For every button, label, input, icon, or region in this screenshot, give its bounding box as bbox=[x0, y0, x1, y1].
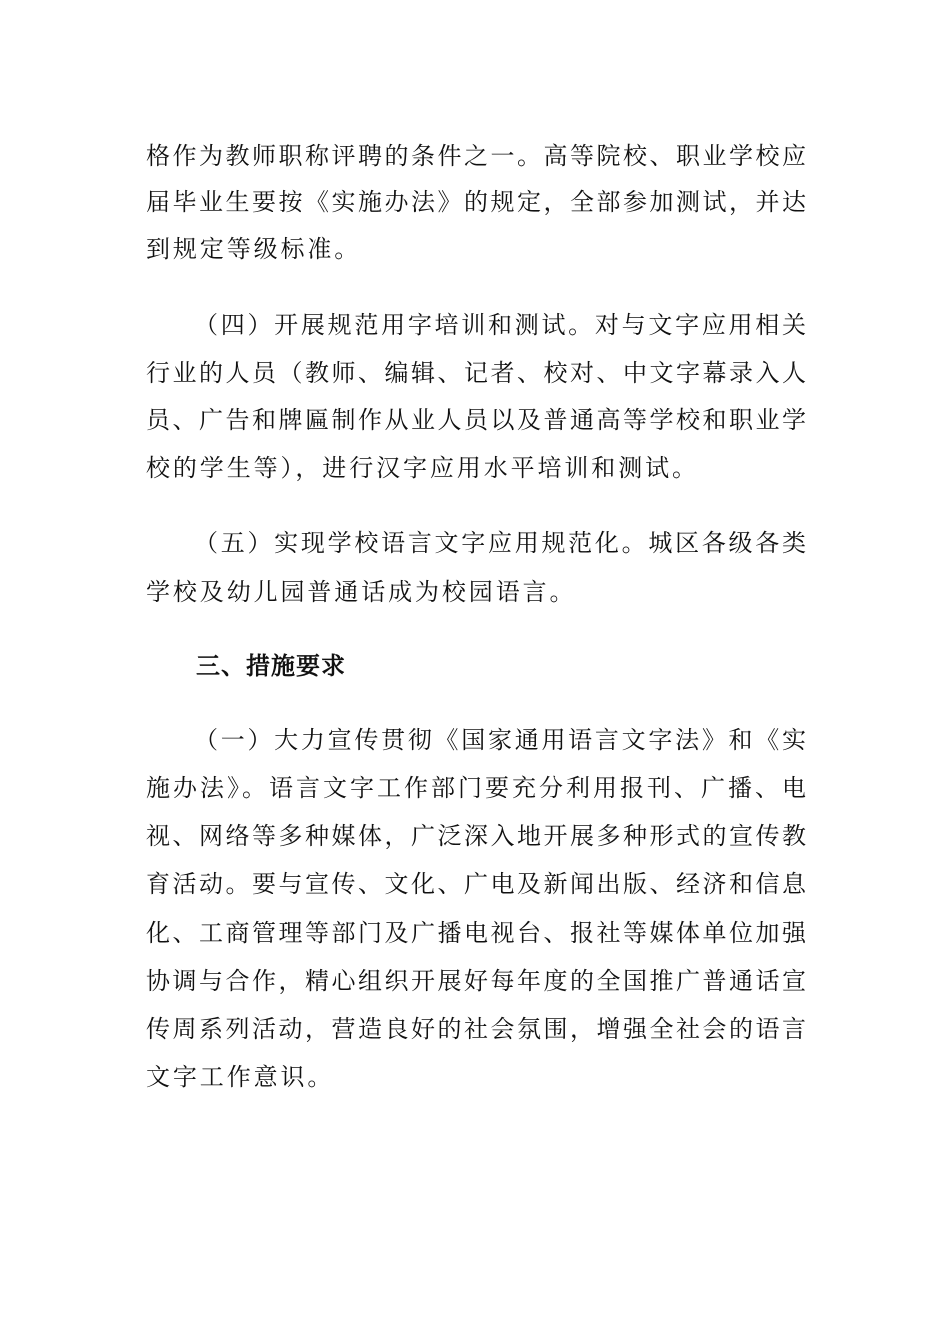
text-line: 传周系列活动，营造良好的社会氛围，增强全社会的语言 bbox=[146, 1015, 806, 1043]
section-heading: 三、措施要求 bbox=[196, 652, 346, 680]
text-line: （五）实现学校语言文字应用规范化。城区各级各类 bbox=[194, 529, 806, 557]
text-line: 学校及幼儿园普通话成为校园语言。 bbox=[146, 578, 577, 606]
text-line: 格作为教师职称评聘的条件之一。高等院校、职业学校应 bbox=[146, 142, 806, 170]
text-line: （四）开展规范用字培训和测试。对与文字应用相关 bbox=[194, 311, 806, 339]
text-line: 视、网络等多种媒体，广泛深入地开展多种形式的宣传教 bbox=[146, 822, 806, 850]
text-line: 行业的人员（教师、编辑、记者、校对、中文字幕录入人 bbox=[146, 359, 806, 387]
text-line: 协调与合作，精心组织开展好每年度的全国推广普通话宣 bbox=[146, 967, 806, 995]
text-line: 施办法》。语言文字工作部门要充分利用报刊、广播、电 bbox=[146, 774, 806, 802]
text-line: （一）大力宣传贯彻《国家通用语言文字法》和《实 bbox=[194, 726, 806, 754]
text-line: 员、广告和牌匾制作从业人员以及普通高等学校和职业学 bbox=[146, 406, 806, 434]
text-line: 育活动。要与宣传、文化、广电及新闻出版、经济和信息 bbox=[146, 870, 806, 898]
text-line: 文字工作意识。 bbox=[146, 1063, 335, 1091]
text-line: 到规定等级标准。 bbox=[146, 235, 362, 263]
text-line: 化、工商管理等部门及广播电视台、报社等媒体单位加强 bbox=[146, 919, 806, 947]
text-line: 届毕业生要按《实施办法》的规定，全部参加测试，并达 bbox=[146, 188, 806, 216]
text-line: 校的学生等），进行汉字应用水平培训和测试。 bbox=[146, 454, 699, 482]
